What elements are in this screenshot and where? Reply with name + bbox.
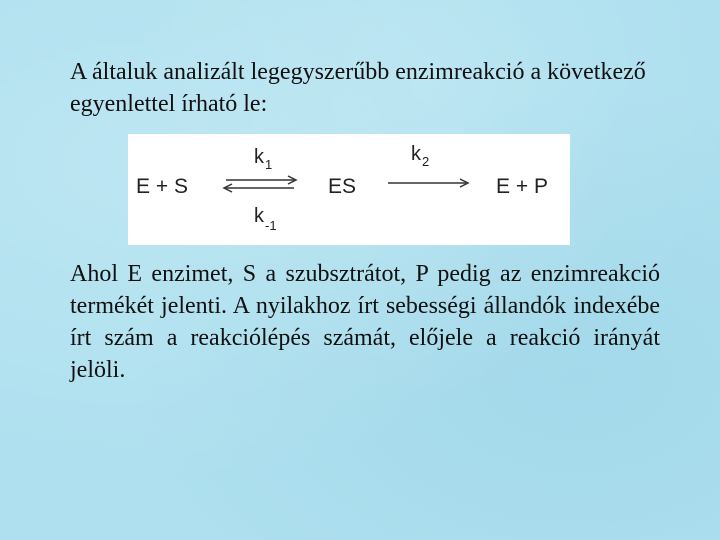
svg-text:k: k xyxy=(411,143,421,165)
k2-label xyxy=(411,143,429,169)
k-minus1-label xyxy=(254,205,277,233)
intro-text: A általuk analizált legegyszerűbb enzimreakció a következő egyenlettel írható le: xyxy=(70,59,646,117)
intermediate-label: ES xyxy=(328,175,357,198)
explanation-text: Ahol E enzimet, S a szubsztrátot, P pedig az enzimreakció termékét jelenti. A nyilakhoz írt sebességi állandók indexébe írt szám a reakciólépés számát, előjele a reakció irányát jelöli. xyxy=(70,261,660,383)
svg-text:-1: -1 xyxy=(265,218,277,233)
forward-arrow-icon xyxy=(388,179,468,187)
svg-text:k: k xyxy=(254,146,264,168)
reaction-equation-graphic xyxy=(128,134,570,245)
equilibrium-arrows-icon xyxy=(224,176,296,192)
k1-label xyxy=(254,146,272,172)
svg-text:1: 1 xyxy=(265,157,273,172)
reactants-label: E + S xyxy=(136,175,188,198)
reaction-equation xyxy=(128,134,570,245)
svg-text:2: 2 xyxy=(422,154,430,169)
products-label: E + P xyxy=(496,175,548,198)
svg-text:k: k xyxy=(254,205,264,227)
